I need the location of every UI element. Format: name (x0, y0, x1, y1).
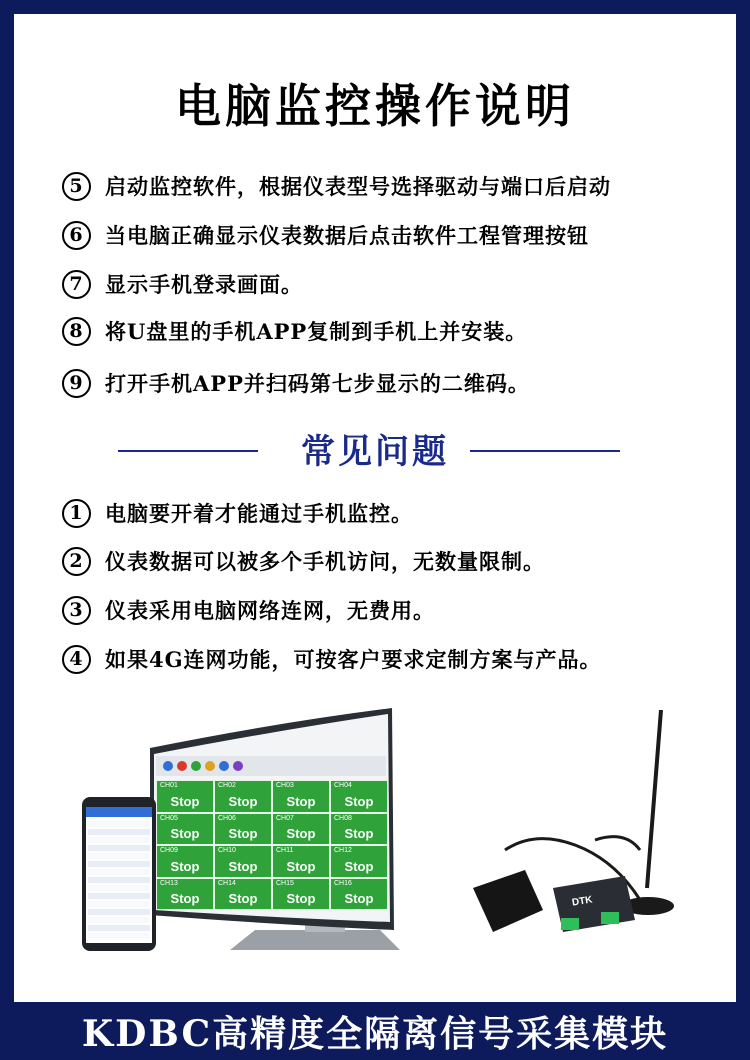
step-number: 9 (62, 369, 91, 398)
channel-status: Stop (170, 858, 200, 874)
channel-label: CH02 (218, 782, 236, 789)
phone-list-row (88, 885, 150, 891)
channel-cell (272, 878, 330, 911)
channel-status: Stop (286, 826, 316, 841)
faq-number: 4 (62, 645, 91, 674)
channel-cell (330, 878, 388, 911)
channel-status: Stop (286, 891, 316, 906)
step-text: 启动监控软件，根据仪表型号选择驱动与端口后启动 (105, 174, 611, 199)
faq-text: 仪表数据可以被多个手机访问，无数量限制。 (105, 549, 545, 574)
channel-status: Stop (228, 858, 258, 874)
cable (595, 837, 640, 850)
faq-item (62, 496, 413, 530)
phone-app-header (86, 807, 152, 817)
step-item (62, 169, 611, 203)
channel-label: CH03 (276, 782, 294, 789)
monitor-stand (230, 930, 400, 950)
step-number: 7 (62, 270, 91, 299)
phone-list-row (88, 917, 150, 923)
faq-heading (0, 424, 750, 474)
faq-number: 1 (62, 499, 91, 528)
page-title: 电脑监控操作说明 (175, 79, 575, 133)
step-number: 5 (62, 172, 91, 201)
phone-list-row (88, 869, 150, 875)
faq-number: 2 (62, 547, 91, 576)
terminal-block (561, 918, 579, 930)
channel-label: CH10 (218, 847, 236, 854)
channel-label: CH05 (160, 814, 178, 822)
channel-cell (214, 780, 272, 813)
channel-cell (214, 813, 272, 846)
footer-banner: KDBC高精度全隔离信号采集模块 (81, 1012, 669, 1055)
toolbar-icon (177, 761, 187, 771)
channel-grid (156, 780, 388, 910)
step-number: 6 (62, 221, 91, 250)
channel-cell (214, 845, 272, 878)
step-item (62, 267, 303, 301)
channel-status: Stop (344, 891, 374, 906)
channel-label: CH15 (276, 879, 294, 887)
channel-status: Stop (170, 793, 200, 809)
step-text: 将U盘里的手机APP复制到手机上并安装。 (105, 319, 528, 344)
faq-text: 如果4G连网功能，可按客户要求定制方案与产品。 (105, 647, 602, 672)
channel-label: CH01 (160, 782, 178, 789)
faq-text: 仪表采用电脑网络连网，无费用。 (105, 598, 435, 623)
channel-status: Stop (344, 858, 374, 874)
phone-list-row (88, 909, 150, 915)
toolbar-icon (205, 761, 215, 771)
phone-list-row (88, 845, 150, 851)
channel-cell (272, 813, 330, 846)
channel-label: CH11 (276, 847, 294, 854)
software-toolbar (156, 756, 386, 776)
channel-status: Stop (344, 793, 374, 809)
channel-cell (156, 780, 214, 813)
channel-label: CH07 (276, 814, 294, 822)
channel-cell (330, 780, 388, 813)
product-photos (80, 700, 680, 960)
channel-status: Stop (228, 826, 258, 841)
phone-list-row (88, 861, 150, 867)
power-adapter (473, 870, 543, 932)
faq-item (62, 544, 545, 578)
phone-list-row (88, 837, 150, 843)
channel-status: Stop (344, 826, 374, 841)
channel-label: CH14 (218, 879, 236, 887)
channel-cell (156, 813, 214, 846)
faq-item (62, 642, 602, 676)
step-item (62, 314, 527, 348)
faq-number: 3 (62, 596, 91, 625)
phone-list-row (88, 901, 150, 907)
faq-item (62, 593, 435, 627)
step-number: 8 (62, 317, 91, 346)
step-text: 显示手机登录画面。 (105, 272, 303, 297)
channel-status: Stop (170, 826, 200, 841)
channel-label: CH06 (218, 814, 236, 822)
channel-label: CH13 (160, 879, 178, 887)
channel-label: CH12 (334, 847, 352, 854)
step-item (62, 218, 589, 252)
phone-list-row (88, 853, 150, 859)
faq-text: 电脑要开着才能通过手机监控。 (105, 501, 413, 526)
channel-status: Stop (228, 793, 258, 809)
toolbar-icon (191, 761, 201, 771)
antenna (647, 710, 661, 888)
channel-cell (330, 813, 388, 846)
toolbar-icon (219, 761, 229, 771)
channel-label: CH08 (334, 814, 352, 822)
faq-title: 常见问题 (301, 432, 449, 472)
step-text: 打开手机APP并扫码第七步显示的二维码。 (105, 371, 530, 396)
channel-label: CH09 (160, 847, 178, 854)
phone-list-row (88, 893, 150, 899)
faq-divider-right (470, 450, 620, 452)
phone-list-row (88, 821, 150, 827)
channel-cell (272, 845, 330, 878)
phone-list-row (88, 877, 150, 883)
channel-cell (330, 845, 388, 878)
channel-status: Stop (286, 858, 316, 874)
phone-list-row (88, 925, 150, 931)
channel-label: CH16 (334, 879, 352, 887)
channel-label: CH04 (334, 782, 352, 789)
toolbar-icon (233, 761, 243, 771)
channel-status: Stop (170, 891, 200, 906)
device-illustration (465, 710, 695, 950)
channel-cell (272, 780, 330, 813)
channel-cell (156, 878, 214, 911)
phone-list-row (88, 829, 150, 835)
channel-cell (214, 878, 272, 911)
channel-cell (156, 845, 214, 878)
channel-status: Stop (228, 891, 258, 906)
terminal-block (601, 912, 619, 924)
phone-illustration (80, 795, 160, 955)
channel-status: Stop (286, 793, 316, 809)
step-item (62, 366, 530, 400)
step-text: 当电脑正确显示仪表数据后点击软件工程管理按钮 (105, 223, 589, 248)
toolbar-icon (163, 761, 173, 771)
device-brand: DTK (571, 894, 594, 909)
phone-list-row (88, 933, 150, 939)
